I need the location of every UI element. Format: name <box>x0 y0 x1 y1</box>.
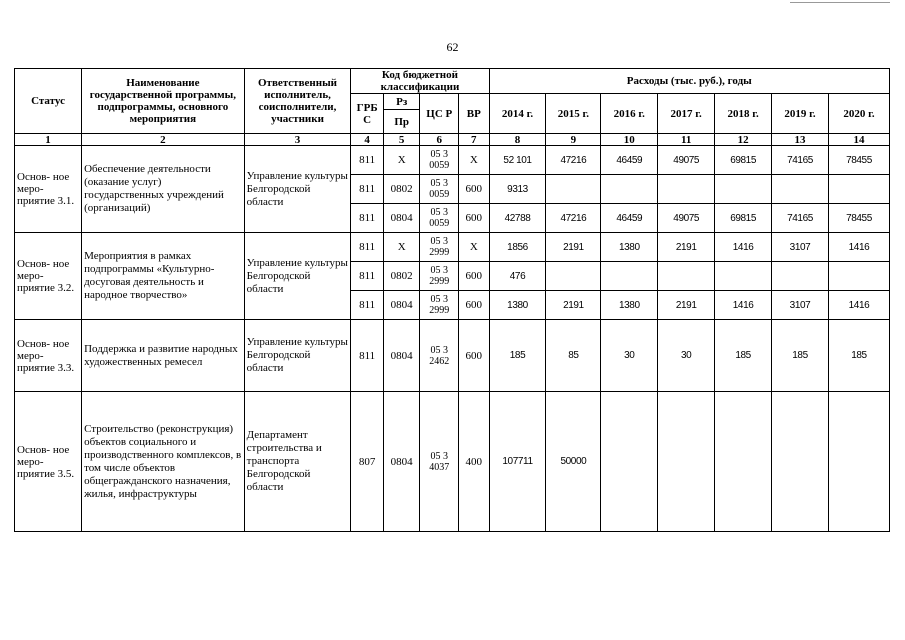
csr-cell: 05 3 4037 <box>420 392 459 532</box>
column-number: 8 <box>489 134 546 146</box>
expense-value-cell: 78455 <box>828 204 889 233</box>
expense-value-cell: 3107 <box>772 291 829 320</box>
expense-value-cell: 1380 <box>601 233 658 262</box>
expense-value-cell <box>828 392 889 532</box>
expense-value-cell: 2191 <box>658 233 715 262</box>
expense-value-cell: 74165 <box>772 146 829 175</box>
table-row <box>15 146 890 175</box>
table-body <box>15 146 890 532</box>
grbs-cell: 811 <box>351 146 384 175</box>
expense-value-cell: 3107 <box>772 233 829 262</box>
expense-value-cell <box>828 175 889 204</box>
rzpr-cell: 0804 <box>383 291 420 320</box>
vr-cell: 600 <box>459 204 489 233</box>
budget-table <box>14 68 890 532</box>
expense-value-cell <box>715 392 772 532</box>
column-number: 14 <box>828 134 889 146</box>
vr-cell: 600 <box>459 291 489 320</box>
expense-value-cell <box>772 262 829 291</box>
expense-value-cell: 1416 <box>828 233 889 262</box>
expense-value-cell: 46459 <box>601 146 658 175</box>
column-number: 6 <box>420 134 459 146</box>
expense-value-cell: 69815 <box>715 204 772 233</box>
executor-cell: Управление культуры Белгородской области <box>244 146 351 233</box>
expense-value-cell: 2191 <box>546 291 601 320</box>
header-budget-code: Код бюджетной классификации <box>351 69 489 94</box>
expense-value-cell: 1416 <box>715 233 772 262</box>
vr-cell: 600 <box>459 262 489 291</box>
expense-value-cell: 85 <box>546 320 601 392</box>
expense-value-cell: 185 <box>489 320 546 392</box>
expense-value-cell <box>715 175 772 204</box>
grbs-cell: 811 <box>351 204 384 233</box>
expense-value-cell: 30 <box>601 320 658 392</box>
column-number: 12 <box>715 134 772 146</box>
expense-value-cell: 78455 <box>828 146 889 175</box>
column-number: 1 <box>15 134 82 146</box>
csr-cell: 05 3 0059 <box>420 175 459 204</box>
expense-value-cell: 9313 <box>489 175 546 204</box>
expense-value-cell: 42788 <box>489 204 546 233</box>
table-row <box>15 320 890 392</box>
activity-name-cell: Мероприятия в рамках подпрограммы «Культурно-досуговая деятельность и народное творчество» <box>82 233 245 320</box>
csr-cell: 05 3 0059 <box>420 146 459 175</box>
expense-value-cell: 185 <box>715 320 772 392</box>
table-row <box>15 392 890 532</box>
expense-value-cell: 47216 <box>546 204 601 233</box>
expense-value-cell <box>715 262 772 291</box>
column-number: 2 <box>82 134 245 146</box>
column-number: 10 <box>601 134 658 146</box>
csr-cell: 05 3 2999 <box>420 262 459 291</box>
status-cell: Основ- ное меро- приятие 3.1. <box>15 146 82 233</box>
header-year: 2015 г. <box>546 94 601 134</box>
expense-value-cell: 476 <box>489 262 546 291</box>
expense-value-cell <box>601 262 658 291</box>
expense-value-cell: 1416 <box>715 291 772 320</box>
expense-value-cell: 2191 <box>658 291 715 320</box>
grbs-cell: 807 <box>351 392 384 532</box>
expense-value-cell <box>658 392 715 532</box>
vr-cell: Х <box>459 146 489 175</box>
header-year: 2017 г. <box>658 94 715 134</box>
expense-value-cell <box>772 175 829 204</box>
expense-value-cell: 49075 <box>658 146 715 175</box>
status-cell: Основ- ное меро- приятие 3.5. <box>15 392 82 532</box>
vr-cell: 600 <box>459 175 489 204</box>
rzpr-cell: 0802 <box>383 175 420 204</box>
grbs-cell: 811 <box>351 320 384 392</box>
expense-value-cell: 74165 <box>772 204 829 233</box>
header-expenses: Расходы (тыс. руб.), годы <box>489 69 889 94</box>
header-grbs: ГРБ С <box>351 94 384 134</box>
rzpr-cell: 0804 <box>383 204 420 233</box>
expense-value-cell: 1380 <box>601 291 658 320</box>
header-year: 2020 г. <box>828 94 889 134</box>
header-rz: Рз <box>383 94 420 110</box>
expense-value-cell: 69815 <box>715 146 772 175</box>
rzpr-cell: Х <box>383 233 420 262</box>
expense-value-cell: 185 <box>772 320 829 392</box>
header-csr: ЦС Р <box>420 94 459 134</box>
csr-cell: 05 3 0059 <box>420 204 459 233</box>
expense-value-cell <box>658 175 715 204</box>
expense-value-cell: 1856 <box>489 233 546 262</box>
status-cell: Основ- ное меро- приятие 3.2. <box>15 233 82 320</box>
rzpr-cell: 0804 <box>383 320 420 392</box>
expense-value-cell: 1380 <box>489 291 546 320</box>
column-number: 3 <box>244 134 351 146</box>
expense-value-cell: 46459 <box>601 204 658 233</box>
vr-cell: Х <box>459 233 489 262</box>
executor-cell: Департамент строительства и транспорта Белгородской области <box>244 392 351 532</box>
header-year: 2016 г. <box>601 94 658 134</box>
expense-value-cell: 30 <box>658 320 715 392</box>
column-number: 9 <box>546 134 601 146</box>
column-number: 11 <box>658 134 715 146</box>
header-executor: Ответственный исполнитель, соисполнители, участники <box>244 69 351 134</box>
expense-value-cell <box>546 175 601 204</box>
header-status: Статус <box>15 69 82 134</box>
expense-value-cell: 185 <box>828 320 889 392</box>
csr-cell: 05 3 2462 <box>420 320 459 392</box>
csr-cell: 05 3 2999 <box>420 291 459 320</box>
status-cell: Основ- ное меро- приятие 3.3. <box>15 320 82 392</box>
header-year: 2018 г. <box>715 94 772 134</box>
page-number: 62 <box>446 40 459 54</box>
executor-cell: Управление культуры Белгородской области <box>244 233 351 320</box>
header-year: 2014 г. <box>489 94 546 134</box>
executor-cell: Управление культуры Белгородской области <box>244 320 351 392</box>
header-name: Наименование государственной программы, подпрограммы, основного мероприятия <box>82 69 245 134</box>
table-row <box>15 233 890 262</box>
grbs-cell: 811 <box>351 175 384 204</box>
expense-value-cell: 107711 <box>489 392 546 532</box>
expense-value-cell <box>601 392 658 532</box>
expense-value-cell: 2191 <box>546 233 601 262</box>
expense-value-cell <box>828 262 889 291</box>
grbs-cell: 811 <box>351 262 384 291</box>
expense-value-cell <box>546 262 601 291</box>
header-pr: Пр <box>383 110 420 134</box>
activity-name-cell: Обеспечение деятельности (оказание услуг) государственных учреждений (организаций) <box>82 146 245 233</box>
expense-value-cell <box>658 262 715 291</box>
rzpr-cell: Х <box>383 146 420 175</box>
expense-value-cell: 50000 <box>546 392 601 532</box>
expense-value-cell <box>601 175 658 204</box>
csr-cell: 05 3 2999 <box>420 233 459 262</box>
column-number: 5 <box>383 134 420 146</box>
vr-cell: 600 <box>459 320 489 392</box>
column-number: 13 <box>772 134 829 146</box>
header-vr: ВР <box>459 94 489 134</box>
rzpr-cell: 0802 <box>383 262 420 291</box>
expense-value-cell: 1416 <box>828 291 889 320</box>
column-number: 7 <box>459 134 489 146</box>
scan-mark <box>790 2 890 3</box>
activity-name-cell: Строительство (реконструкция) объектов социального и производственного комплексов, в том числе объектов общегражданского назначения, жилья, инфраструктуры <box>82 392 245 532</box>
vr-cell: 400 <box>459 392 489 532</box>
grbs-cell: 811 <box>351 291 384 320</box>
grbs-cell: 811 <box>351 233 384 262</box>
expense-value-cell <box>772 392 829 532</box>
expense-value-cell: 47216 <box>546 146 601 175</box>
rzpr-cell: 0804 <box>383 392 420 532</box>
expense-value-cell: 52 101 <box>489 146 546 175</box>
expense-value-cell: 49075 <box>658 204 715 233</box>
column-numbers-row <box>15 134 890 146</box>
header-year: 2019 г. <box>772 94 829 134</box>
activity-name-cell: Поддержка и развитие народных художественных ремесел <box>82 320 245 392</box>
column-number: 4 <box>351 134 384 146</box>
